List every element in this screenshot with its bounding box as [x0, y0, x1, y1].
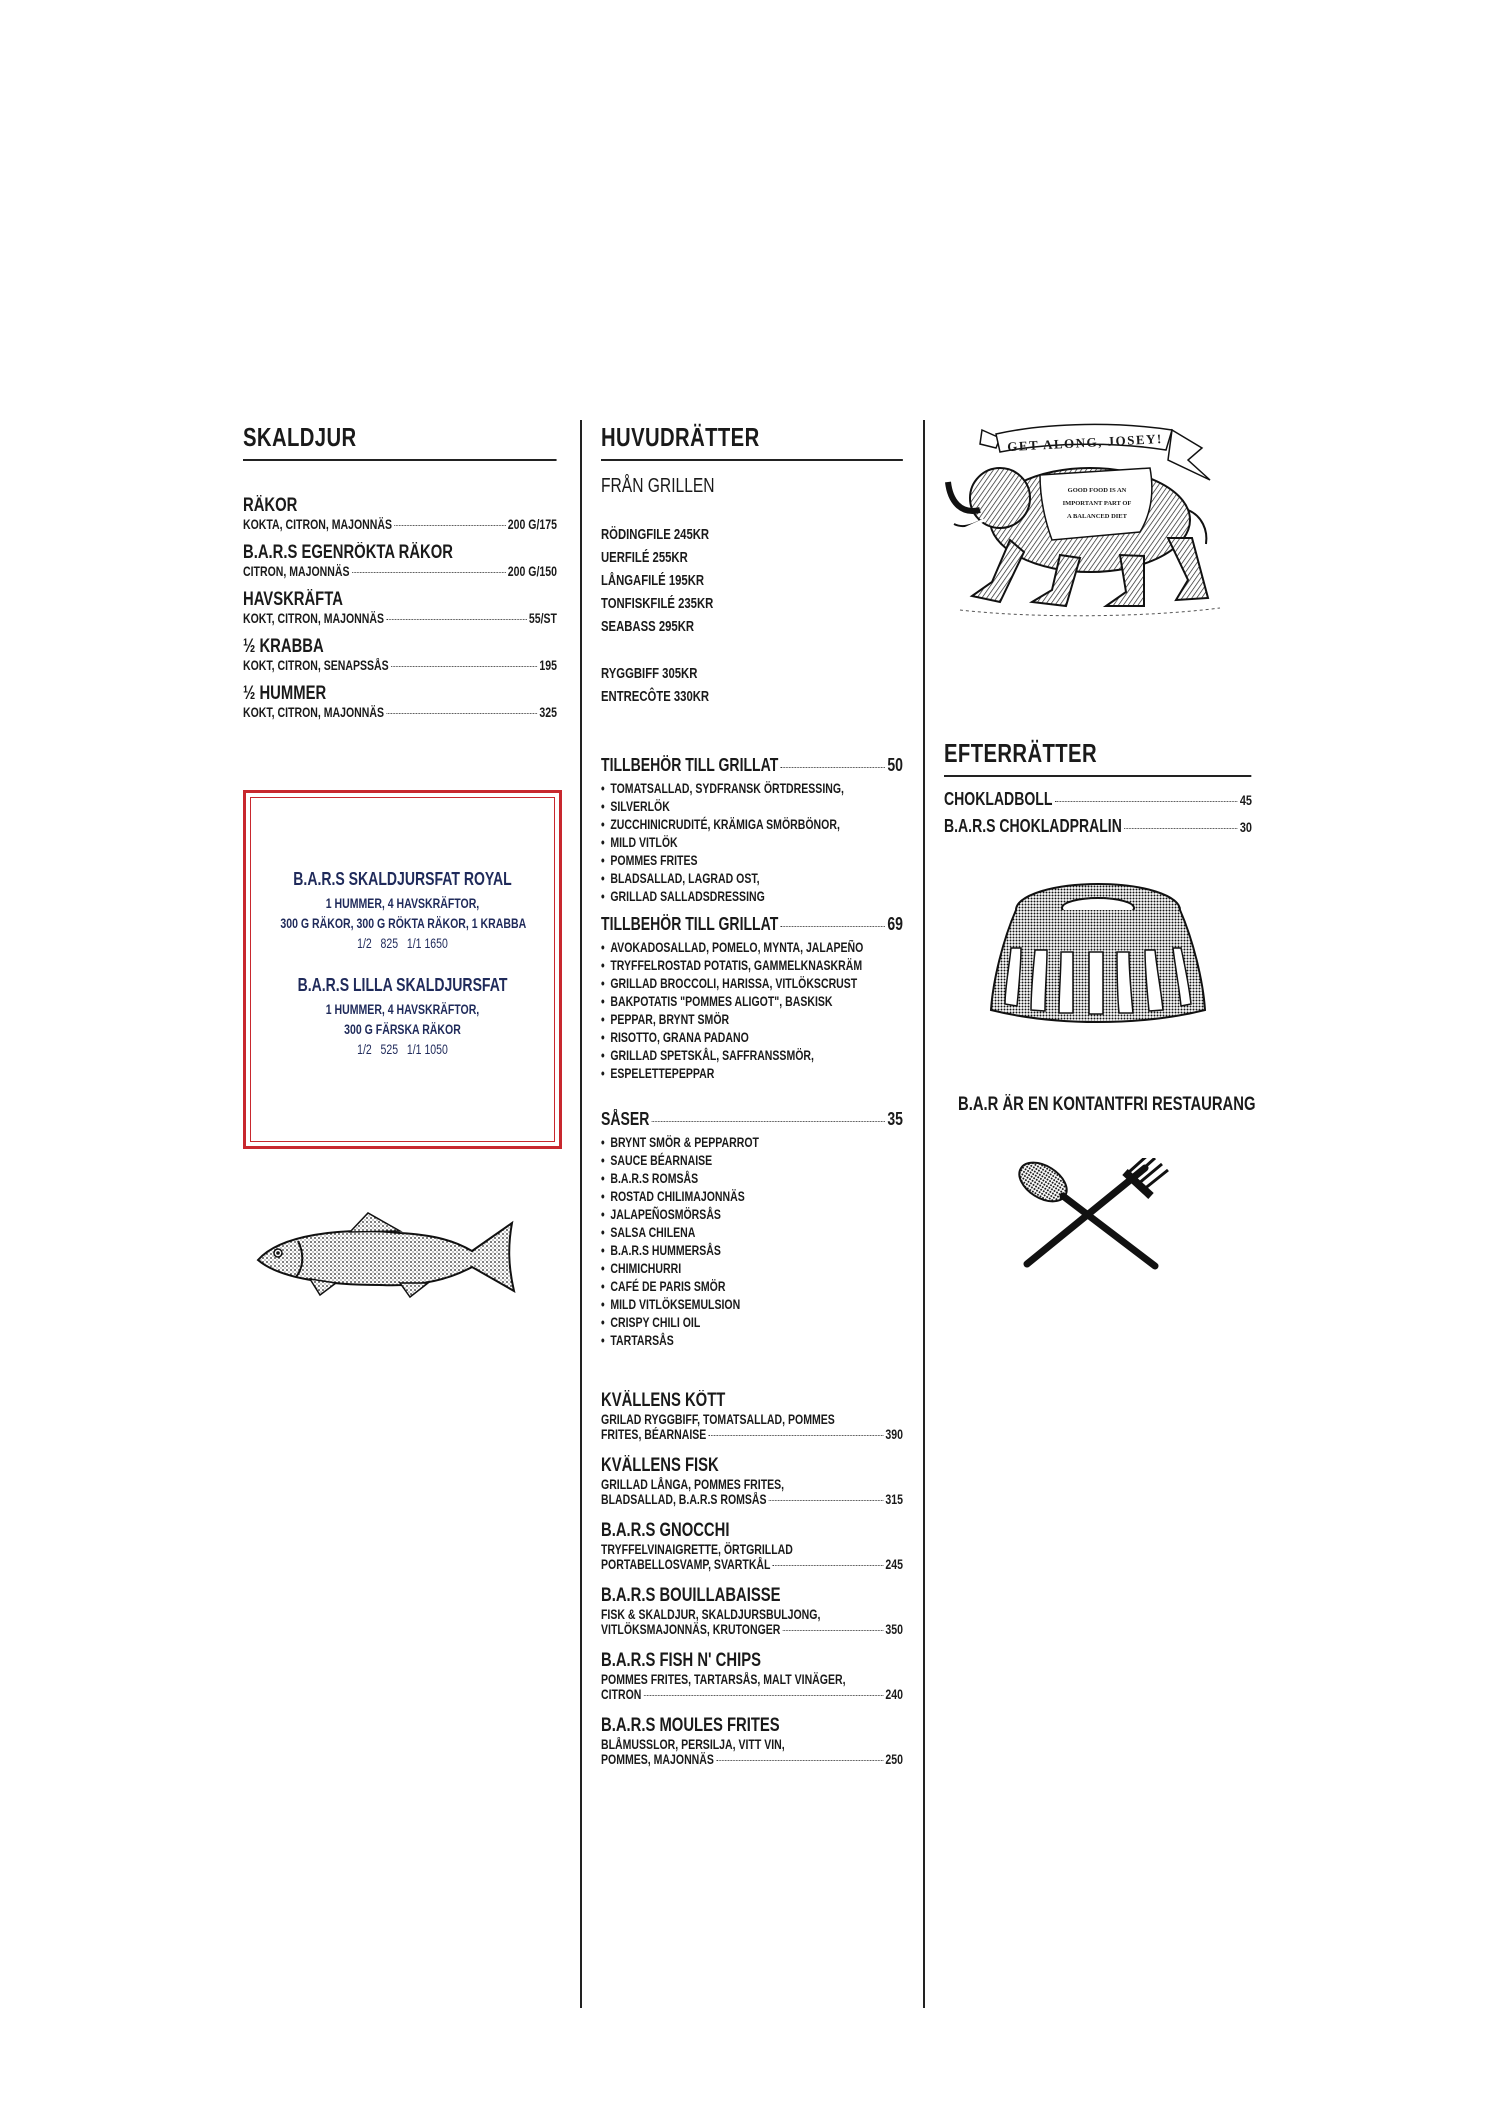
leader-dots: [394, 525, 505, 526]
skaldjur-section: [243, 422, 557, 730]
dish-desc-2: [601, 1557, 903, 1572]
bullet-item: • ROSTAD CHILIMAJONNÄS: [601, 1188, 903, 1206]
menu-item-desc-price: 200 G/175: [507, 517, 557, 532]
lilla-title: B.A.R.S LILLA SKALDJURSFAT: [297, 975, 508, 995]
tillbehor2-title: [601, 914, 903, 935]
huvudratter-heading: HUVUDRÄTTER: [601, 422, 903, 461]
grill-item: UERFILÉ 255KR: [601, 550, 688, 566]
leader-dots: [386, 619, 526, 620]
elephant-blanket-line-2: IMPORTANT PART OF: [1062, 500, 1132, 507]
leader-dots: [1055, 801, 1238, 802]
leader-dots: [386, 713, 537, 714]
dish-desc-2: [601, 1752, 903, 1767]
bullet-item: • BRYNT SMÖR & PEPPARROT: [601, 1134, 903, 1152]
fran-grillen-subheading: FRÅN GRILLEN: [601, 475, 715, 497]
fish-illustration: [250, 1205, 550, 1305]
dessert-item: [944, 816, 1252, 837]
bullet-item-continuation: • SILVERLÖK: [601, 798, 903, 816]
tillbehor1-title-price: 50: [887, 755, 903, 775]
bullet-item: • JALAPEÑOSMÖRSÅS: [601, 1206, 903, 1224]
royal-line-1: 1 HUMMER, 4 HAVSKRÄFTOR,: [325, 896, 480, 911]
bullet-item-continuation: • ESPELETTEPEPPAR: [601, 1065, 903, 1083]
menu-item-name: ½ HUMMER: [243, 683, 327, 704]
elephant-blanket-line-1: GOOD FOOD IS AN: [1067, 487, 1127, 494]
bullet-item: • B.A.R.S ROMSÅS: [601, 1170, 903, 1188]
dish-item: [601, 1455, 903, 1507]
bundt-cake-illustration: [985, 870, 1211, 1030]
tillbehor2-title-price: 69: [887, 914, 903, 934]
dessert-item-text: B.A.R.S CHOKLADPRALIN: [944, 816, 1122, 836]
bullet-item: • RISOTTO, GRANA PADANO: [601, 1029, 903, 1047]
grill-item: ENTRECÔTE 330KR: [601, 689, 710, 705]
bullet-item: • TARTARSÅS: [601, 1332, 903, 1350]
skaldjursfat-box: [243, 790, 562, 1149]
dish-desc-2-price: 390: [885, 1427, 903, 1442]
bullet-item: • CHIMICHURRI: [601, 1260, 903, 1278]
dish-desc-2: [601, 1622, 903, 1637]
dish-desc-2-price: 250: [885, 1752, 903, 1767]
menu-item-name: B.A.R.S EGENRÖKTA RÄKOR: [243, 542, 453, 563]
dessert-item-price: 45: [1239, 792, 1252, 808]
dish-name: B.A.R.S BOUILLABAISSE: [601, 1585, 781, 1606]
lilla-line-2: 300 G FÄRSKA RÄKOR: [344, 1022, 461, 1037]
menu-item: [243, 589, 557, 626]
dish-desc-2: [601, 1427, 903, 1442]
dish-desc: BLÅMUSSLOR, PERSILJA, VITT VIN,: [601, 1737, 785, 1752]
bullet-item: • GRILLAD SPETSKÅL, SAFFRANSSMÖR,: [601, 1047, 903, 1065]
bullet-item: • BAKPOTATIS "POMMES ALIGOT", BASKISK: [601, 993, 903, 1011]
tillbehor2-title-text: TILLBEHÖR TILL GRILLAT: [601, 914, 779, 934]
leader-dots: [769, 1500, 883, 1501]
menu-item-desc-price: 325: [539, 705, 557, 720]
tillbehor1-list: [601, 780, 903, 906]
leader-dots: [781, 926, 885, 927]
column-divider-left: [580, 420, 582, 2008]
tillbehor1-title: [601, 755, 903, 776]
menu-item-desc-price: 55/ST: [528, 611, 557, 626]
menu-item-desc: [243, 611, 557, 626]
leader-dots: [709, 1435, 883, 1436]
dish-desc-2-text: CITRON: [601, 1687, 642, 1702]
menu-item-desc-price: 195: [539, 658, 557, 673]
dish-desc-2-text: FRITES, BÉARNAISE: [601, 1427, 707, 1442]
dish-item: [601, 1520, 903, 1572]
menu-item: [243, 636, 557, 673]
dish-desc: GRILAD RYGGBIFF, TOMATSALLAD, POMMES: [601, 1412, 835, 1427]
dish-name: KVÄLLENS KÖTT: [601, 1390, 726, 1411]
menu-item: [243, 495, 557, 532]
dish-desc-2-text: PORTABELLOSVAMP, SVARTKÅL: [601, 1557, 771, 1572]
column-divider-right: [923, 420, 925, 2008]
dish-desc-2-price: 240: [885, 1687, 903, 1702]
leader-dots: [652, 1121, 885, 1122]
lilla-price: 1/2 525 1/1 1050: [357, 1042, 448, 1057]
tillbehor1-title-text: TILLBEHÖR TILL GRILLAT: [601, 755, 779, 775]
bullet-item: • TOMATSALLAD, SYDFRANSK ÖRTDRESSING,: [601, 780, 903, 798]
menu-item-desc: [243, 564, 557, 579]
bullet-item: • AVOKADOSALLAD, POMELO, MYNTA, JALAPEÑO: [601, 939, 903, 957]
leader-dots: [352, 572, 506, 573]
dish-item: [601, 1715, 903, 1767]
dish-item: [601, 1390, 903, 1442]
leader-dots: [781, 767, 885, 768]
cashless-notice: B.A.R ÄR EN KONTANTFRI RESTAURANG: [958, 1094, 1256, 1115]
skaldjur-heading: SKALDJUR: [243, 422, 556, 461]
dish-desc: TRYFFELVINAIGRETTE, ÖRTGRILLAD: [601, 1542, 793, 1557]
huvudratter-section: [601, 422, 903, 1780]
menu-item-desc-price: 200 G/150: [507, 564, 557, 579]
bullet-item: • ZUCCHINICRUDITÉ, KRÄMIGA SMÖRBÖNOR,: [601, 816, 903, 834]
leader-dots: [773, 1565, 883, 1566]
bullet-item-continuation: • GRILLAD SALLADSDRESSING: [601, 888, 903, 906]
grill-item: SEABASS 295KR: [601, 619, 695, 635]
royal-price: 1/2 825 1/1 1650: [357, 936, 448, 951]
bullet-item: • B.A.R.S HUMMERSÅS: [601, 1242, 903, 1260]
dish-desc: FISK & SKALDJUR, SKALDJURSBULJONG,: [601, 1607, 821, 1622]
bullet-item: • PEPPAR, BRYNT SMÖR: [601, 1011, 903, 1029]
dish-desc-2-price: 245: [885, 1557, 903, 1572]
leader-dots: [391, 666, 537, 667]
saser-title: [601, 1109, 903, 1130]
efterratter-section: [944, 738, 1252, 843]
dish-desc-2-price: 315: [885, 1492, 903, 1507]
saser-list: [601, 1134, 903, 1350]
bullet-item: • SALSA CHILENA: [601, 1224, 903, 1242]
saser-title-text: SÅSER: [601, 1109, 650, 1129]
bullet-item: • CAFÉ DE PARIS SMÖR: [601, 1278, 903, 1296]
menu-item-desc-text: KOKT, CITRON, MAJONNÄS: [243, 705, 384, 720]
bullet-item: • CRISPY CHILI OIL: [601, 1314, 903, 1332]
menu-item-desc: [243, 705, 557, 720]
grill-item: RYGGBIFF 305KR: [601, 666, 698, 682]
spoon-fork-icon: [1005, 1158, 1175, 1278]
dish-desc-2: [601, 1492, 903, 1507]
dessert-item: [944, 789, 1252, 810]
dish-desc: POMMES FRITES, TARTARSÅS, MALT VINÄGER,: [601, 1672, 846, 1687]
dish-name: B.A.R.S MOULES FRITES: [601, 1715, 780, 1736]
menu-item-desc: [243, 517, 557, 532]
saser-title-price: 35: [887, 1109, 903, 1129]
leader-dots: [1124, 828, 1237, 829]
dish-desc-2-text: VITLÖKSMAJONNÄS, KRUTONGER: [601, 1622, 781, 1637]
dish-item: [601, 1650, 903, 1702]
dish-name: KVÄLLENS FISK: [601, 1455, 719, 1476]
bullet-item: • SAUCE BÉARNAISE: [601, 1152, 903, 1170]
lilla-line-1: 1 HUMMER, 4 HAVSKRÄFTOR,: [325, 1002, 480, 1017]
elephant-banner-text: GET ALONG, JOSEY!: [1006, 430, 1164, 455]
tillbehor2-list: [601, 939, 903, 1083]
menu-item-desc-text: KOKTA, CITRON, MAJONNÄS: [243, 517, 392, 532]
elephant-illustration: [940, 420, 1230, 630]
menu-item-desc-text: KOKT, CITRON, MAJONNÄS: [243, 611, 384, 626]
menu-item-name: RÄKOR: [243, 495, 298, 516]
royal-line-2: 300 G RÄKOR, 300 G RÖKTA RÄKOR, 1 KRABBA: [280, 916, 527, 931]
menu-item-desc: [243, 658, 557, 673]
dish-desc-2-text: BLADSALLAD, B.A.R.S ROMSÅS: [601, 1492, 767, 1507]
dish-desc-2-text: POMMES, MAJONNÄS: [601, 1752, 714, 1767]
bullet-item: • GRILLAD BROCCOLI, HARISSA, VITLÖKSCRUST: [601, 975, 903, 993]
dessert-item-price: 30: [1239, 819, 1252, 835]
bullet-item: • POMMES FRITES: [601, 852, 903, 870]
menu-item-name: ½ KRABBA: [243, 636, 324, 657]
elephant-blanket-line-3: A BALANCED DIET: [1067, 513, 1127, 520]
bullet-item-continuation: • MILD VITLÖK: [601, 834, 903, 852]
dish-desc: GRILLAD LÅNGA, POMMES FRITES,: [601, 1477, 785, 1492]
bullet-item: • MILD VITLÖKSEMULSION: [601, 1296, 903, 1314]
dish-desc-2: [601, 1687, 903, 1702]
dish-name: B.A.R.S FISH N' CHIPS: [601, 1650, 761, 1671]
dish-desc-2-price: 350: [885, 1622, 903, 1637]
menu-item-desc-text: KOKT, CITRON, SENAPSSÅS: [243, 658, 389, 673]
grill-item: TONFISKFILÉ 235KR: [601, 596, 714, 612]
grill-item: LÅNGAFILÉ 195KR: [601, 573, 705, 589]
grill-item: RÖDINGFILE 245KR: [601, 527, 710, 543]
bullet-item: • BLADSALLAD, LAGRAD OST,: [601, 870, 903, 888]
efterratter-heading: EFTERRÄTTER: [944, 738, 1252, 777]
bullet-item: • TRYFFELROSTAD POTATIS, GAMMELKNASKRÄM: [601, 957, 903, 975]
royal-title: B.A.R.S SKALDJURSFAT ROYAL: [293, 869, 512, 889]
dessert-item-text: CHOKLADBOLL: [944, 789, 1053, 809]
dish-item: [601, 1585, 903, 1637]
menu-item: [243, 683, 557, 720]
leader-dots: [716, 1760, 883, 1761]
menu-item: [243, 542, 557, 579]
menu-item-desc-text: CITRON, MAJONNÄS: [243, 564, 350, 579]
leader-dots: [783, 1630, 883, 1631]
leader-dots: [644, 1695, 883, 1696]
menu-item-name: HAVSKRÄFTA: [243, 589, 343, 610]
dish-name: B.A.R.S GNOCCHI: [601, 1520, 730, 1541]
